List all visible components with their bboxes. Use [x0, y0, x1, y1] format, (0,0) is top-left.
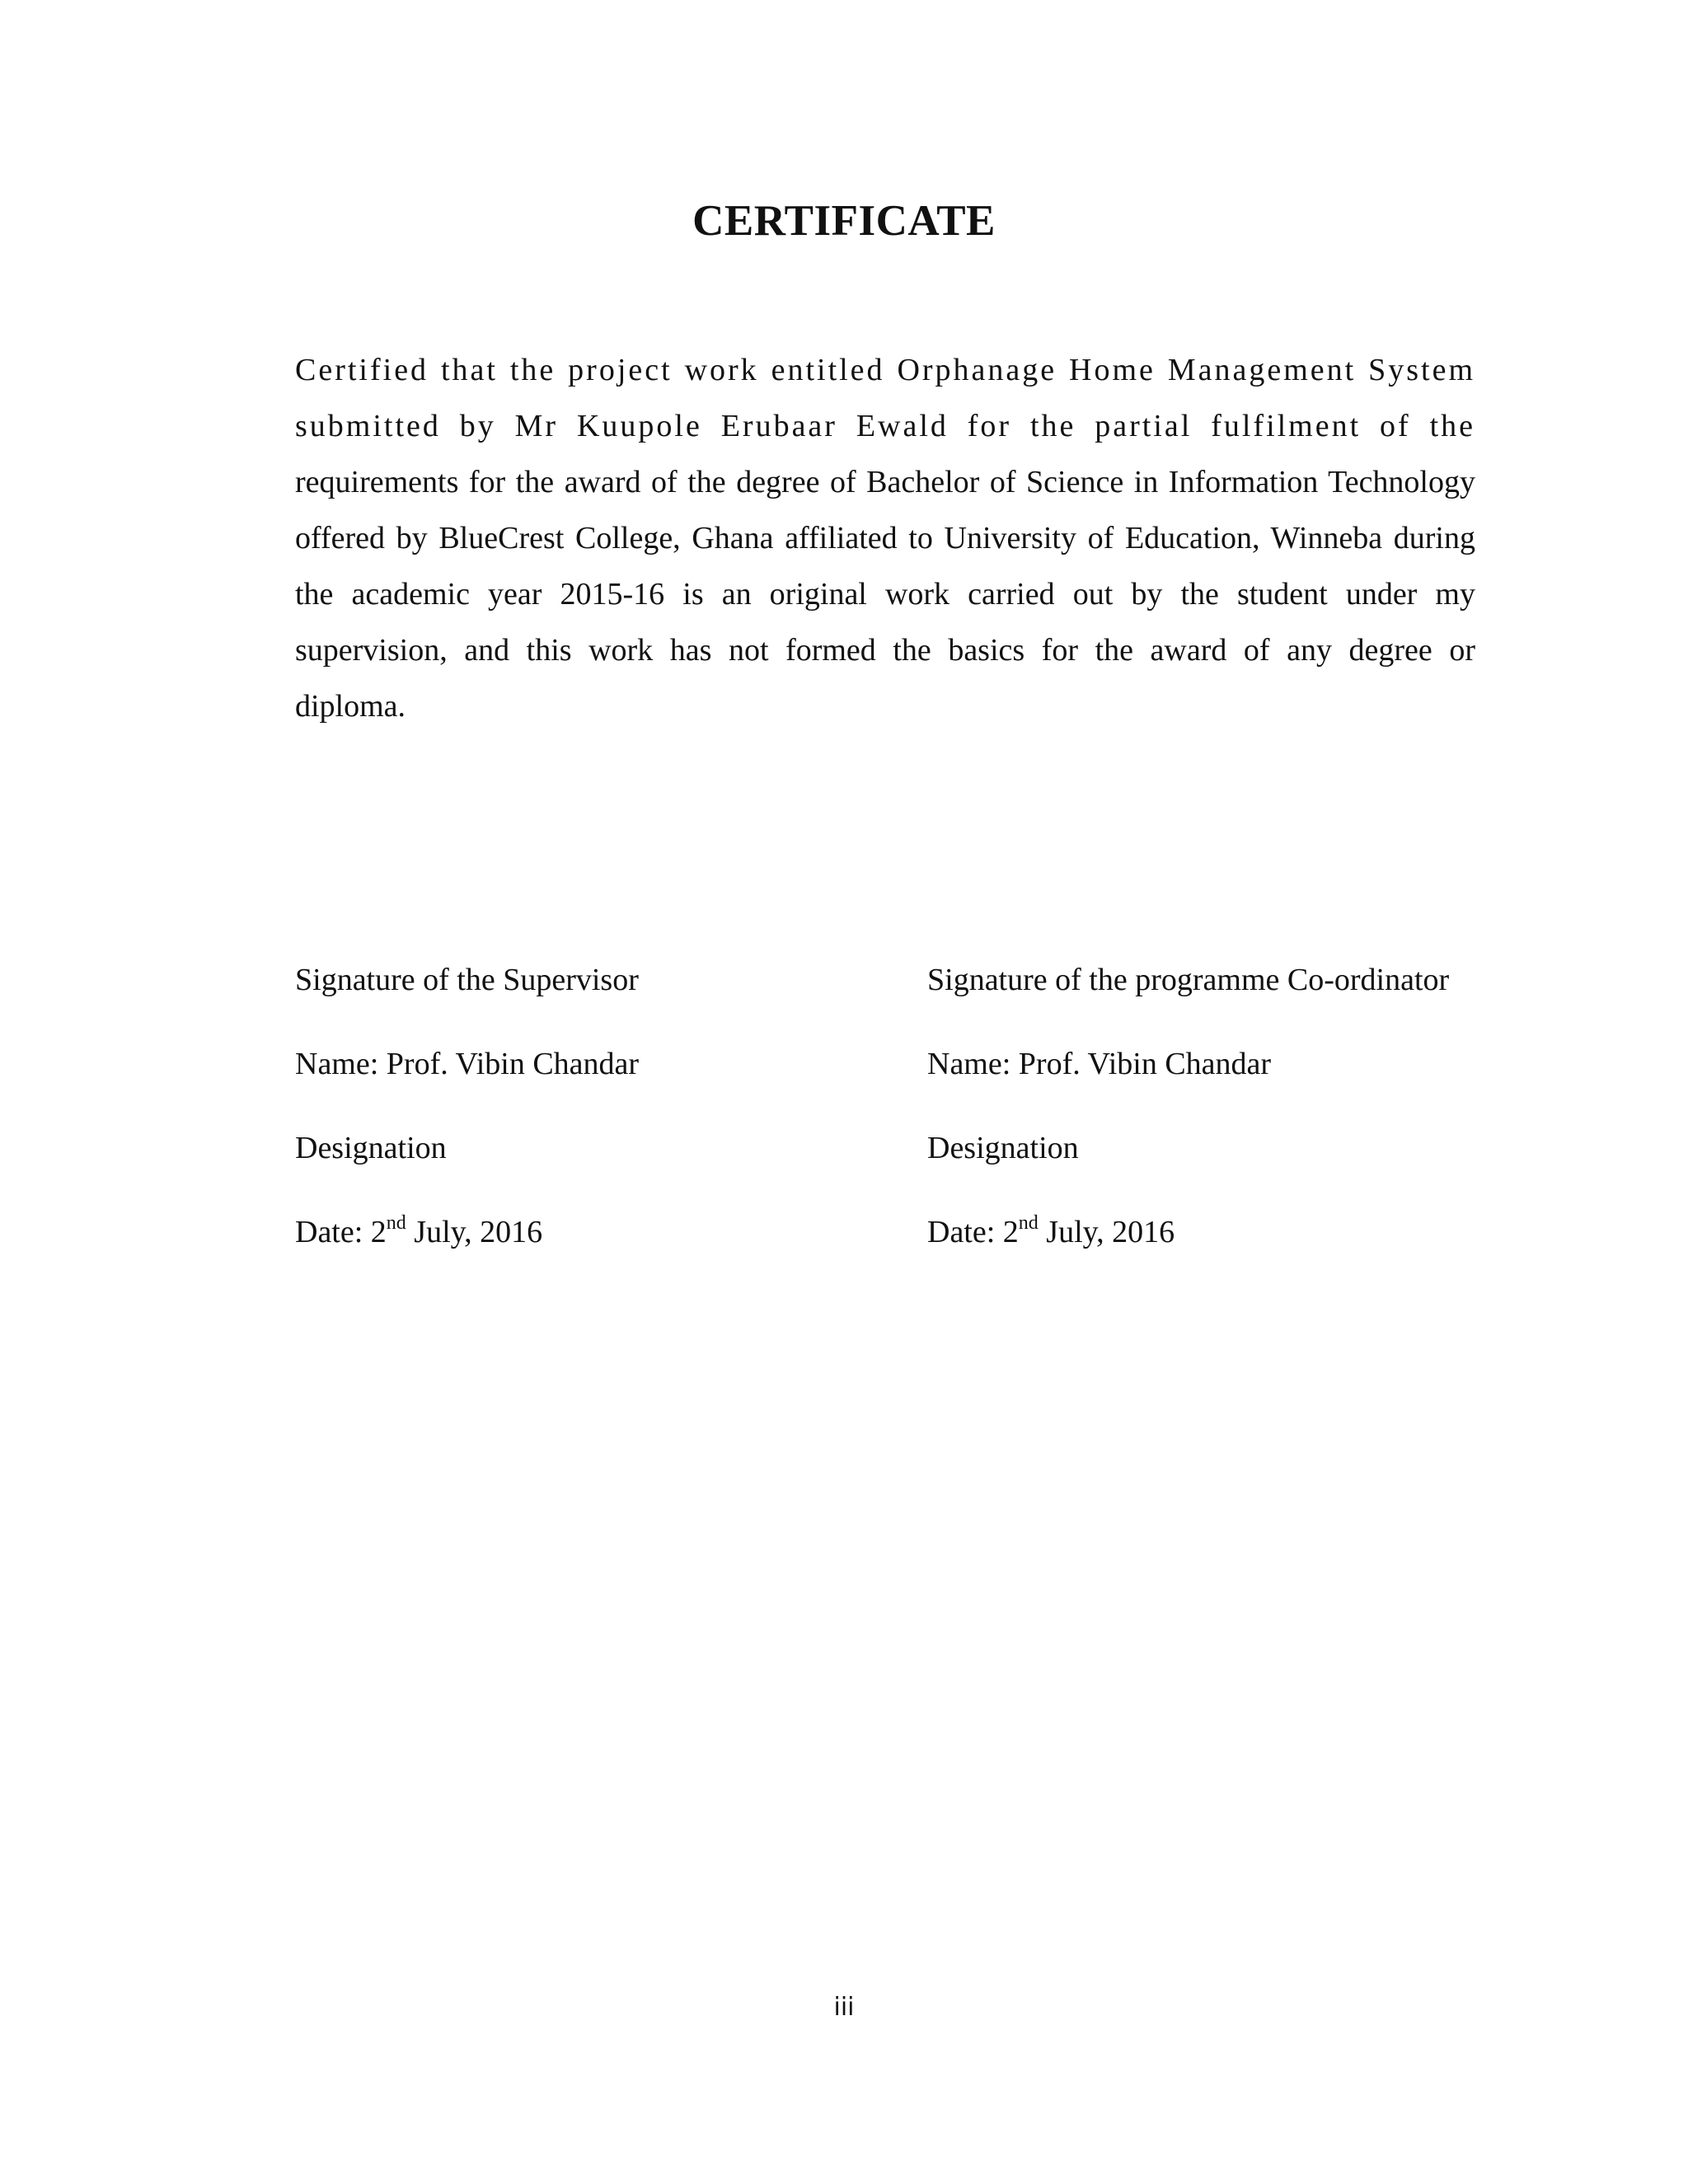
supervisor-signature-block [295, 952, 889, 1288]
body-line: requirements for the award of the degree of Bachelor of Science in Information Technology [295, 465, 1475, 499]
certificate-body [295, 342, 1475, 734]
supervisor-date [295, 1204, 889, 1288]
body-line: Certified that the project work entitled Orphanage Home Management System [295, 353, 1475, 387]
supervisor-name: Name: Prof. Vibin Chandar [295, 1047, 640, 1081]
page-title: CERTIFICATE [692, 197, 996, 245]
coordinator-signature-block [927, 952, 1521, 1288]
body-line: offered by BlueCrest College, Ghana affiliated to University of Education, Winneba during [295, 521, 1475, 555]
coordinator-date-suffix: July, 2016 [1038, 1215, 1175, 1249]
supervisor-designation: Designation [295, 1131, 447, 1165]
body-line: submitted by Mr Kuupole Erubaar Ewald for the partial fulfilment of the [295, 409, 1475, 443]
body-line: diploma. [295, 689, 406, 724]
coordinator-date-ordinal: nd [1018, 1212, 1039, 1234]
page-number: iii [833, 1993, 855, 2022]
coordinator-signature-label: Signature of the programme Co-ordinator [927, 963, 1450, 997]
supervisor-date-suffix: July, 2016 [406, 1215, 543, 1249]
coordinator-designation: Designation [927, 1131, 1079, 1165]
body-line: supervision, and this work has not formed the basics for the award of any degree or [295, 633, 1475, 668]
body-line: the academic year 2015-16 is an original work carried out by the student under my [295, 577, 1475, 612]
supervisor-date-ordinal: nd [386, 1212, 406, 1234]
coordinator-name: Name: Prof. Vibin Chandar [927, 1047, 1272, 1081]
supervisor-date-prefix: Date: 2 [295, 1215, 387, 1249]
supervisor-signature-label: Signature of the Supervisor [295, 963, 639, 997]
coordinator-date [927, 1204, 1521, 1288]
coordinator-date-prefix: Date: 2 [927, 1215, 1019, 1249]
